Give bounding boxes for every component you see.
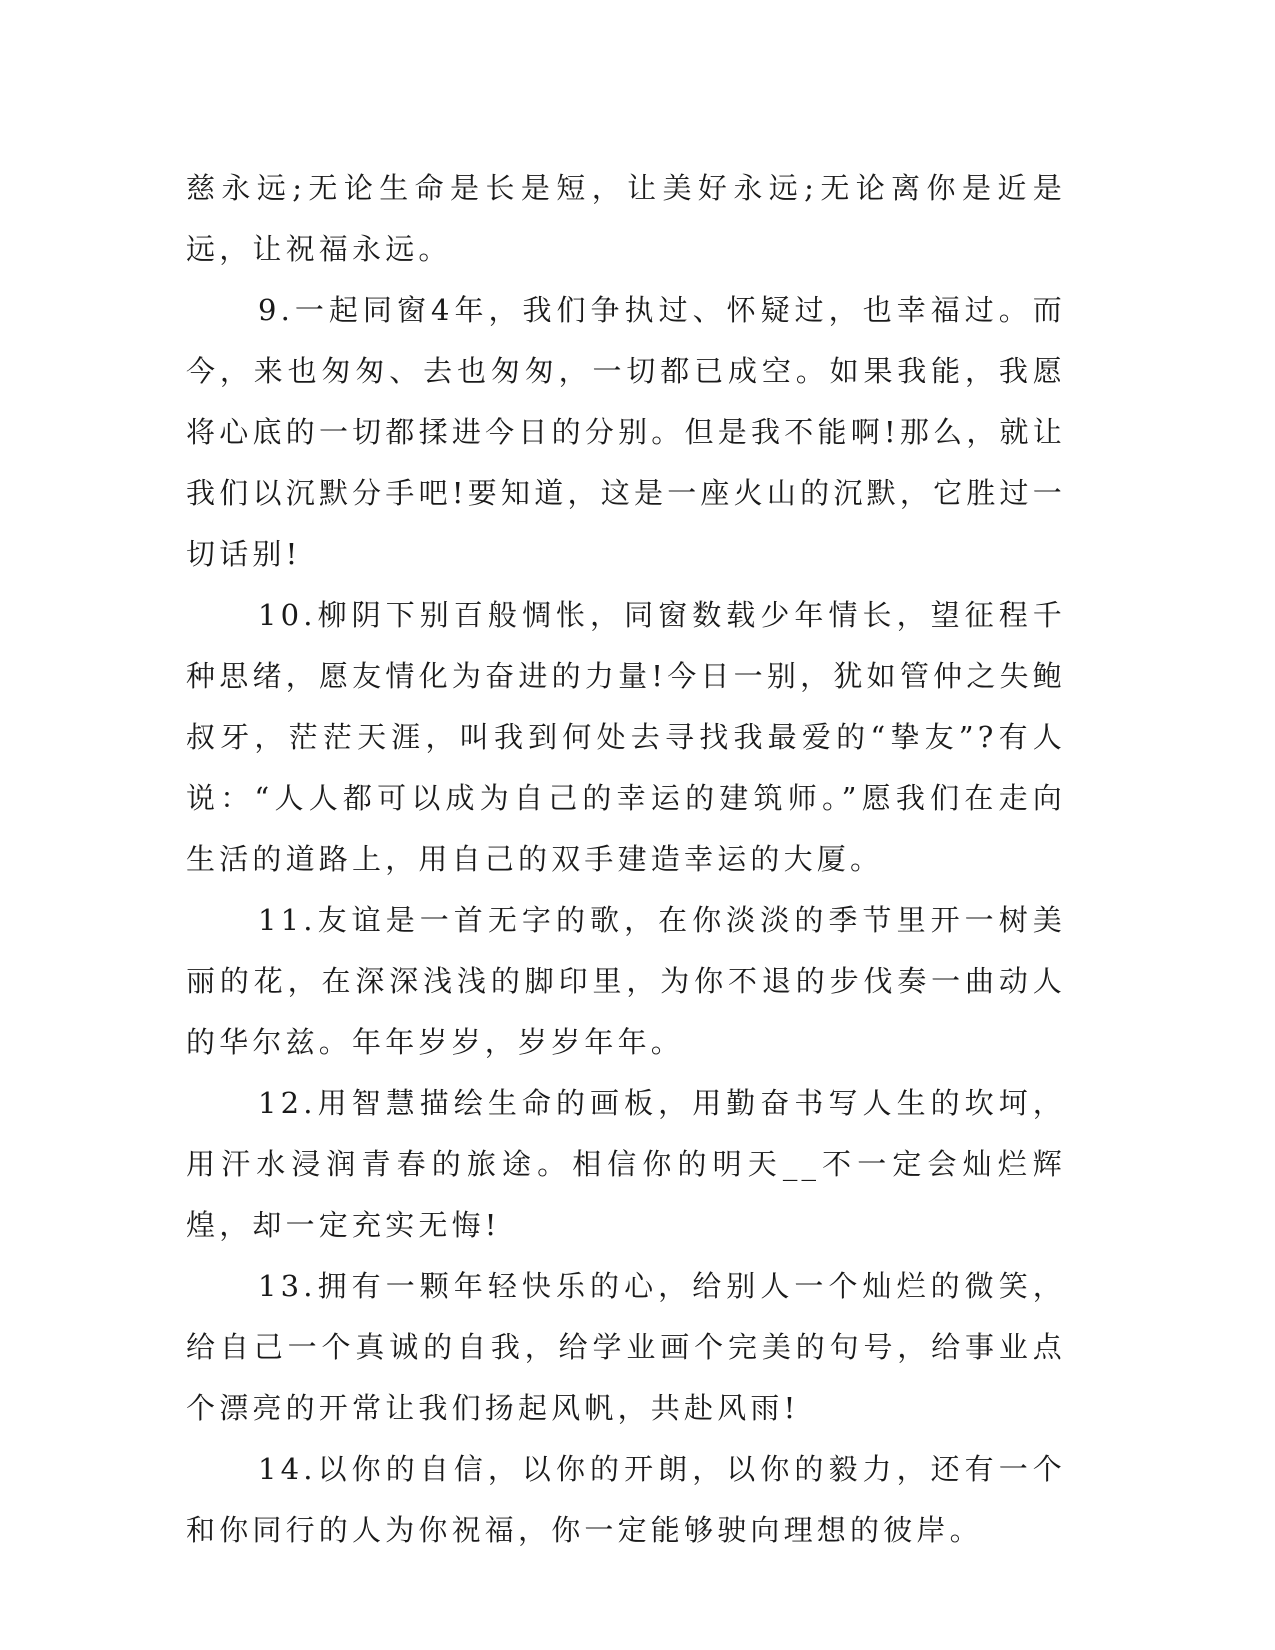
paragraph-item-13: 13.拥有一颗年轻快乐的心，给别人一个灿烂的微笑，给自己一个真诚的自我，给学业画个完美的句号，给事业点个漂亮的开常让我们扬起风帆，共赴风雨! <box>186 1269 1066 1425</box>
paragraph-item-14: 14.以你的自信，以你的开朗，以你的毅力，还有一个和你同行的人为你祝福，你一定能够驶向理想的彼岸。 <box>186 1452 1066 1547</box>
paragraph-item-9: 9.一起同窗4年，我们争执过、怀疑过，也幸福过。而今，来也匆匆、去也匆匆，一切都已成空。如果我能，我愿将心底的一切都揉进今日的分别。但是我不能啊!那么，就让我们以沉默分手吧!要知道，这是一座火山的沉默，它胜过一切话别! <box>186 293 1066 571</box>
paragraph-continuation: 慈永远;无论生命是长是短，让美好永远;无论离你是近是远，让祝福永远。 <box>186 171 1066 266</box>
paragraph-item-12: 12.用智慧描绘生命的画板，用勤奋书写人生的坎坷，用汗水浸润青春的旅途。相信你的明天__不一定会灿烂辉煌，却一定充实无悔! <box>186 1086 1066 1242</box>
paragraph-item-10: 10.柳阴下别百般惆怅，同窗数载少年情长，望征程千种思绪，愿友情化为奋进的力量!今日一别，犹如管仲之失鲍叔牙，茫茫天涯，叫我到何处去寻找我最爱的“挚友”?有人说：“人人都可以成为自己的幸运的建筑师。”愿我们在走向生活的道路上，用自己的双手建造幸运的大厦。 <box>186 598 1066 876</box>
paragraph-item-11: 11.友谊是一首无字的歌，在你淡淡的季节里开一树美丽的花，在深深浅浅的脚印里，为你不退的步伐奏一曲动人的华尔兹。年年岁岁，岁岁年年。 <box>186 903 1066 1059</box>
document-body <box>186 158 1066 1561</box>
